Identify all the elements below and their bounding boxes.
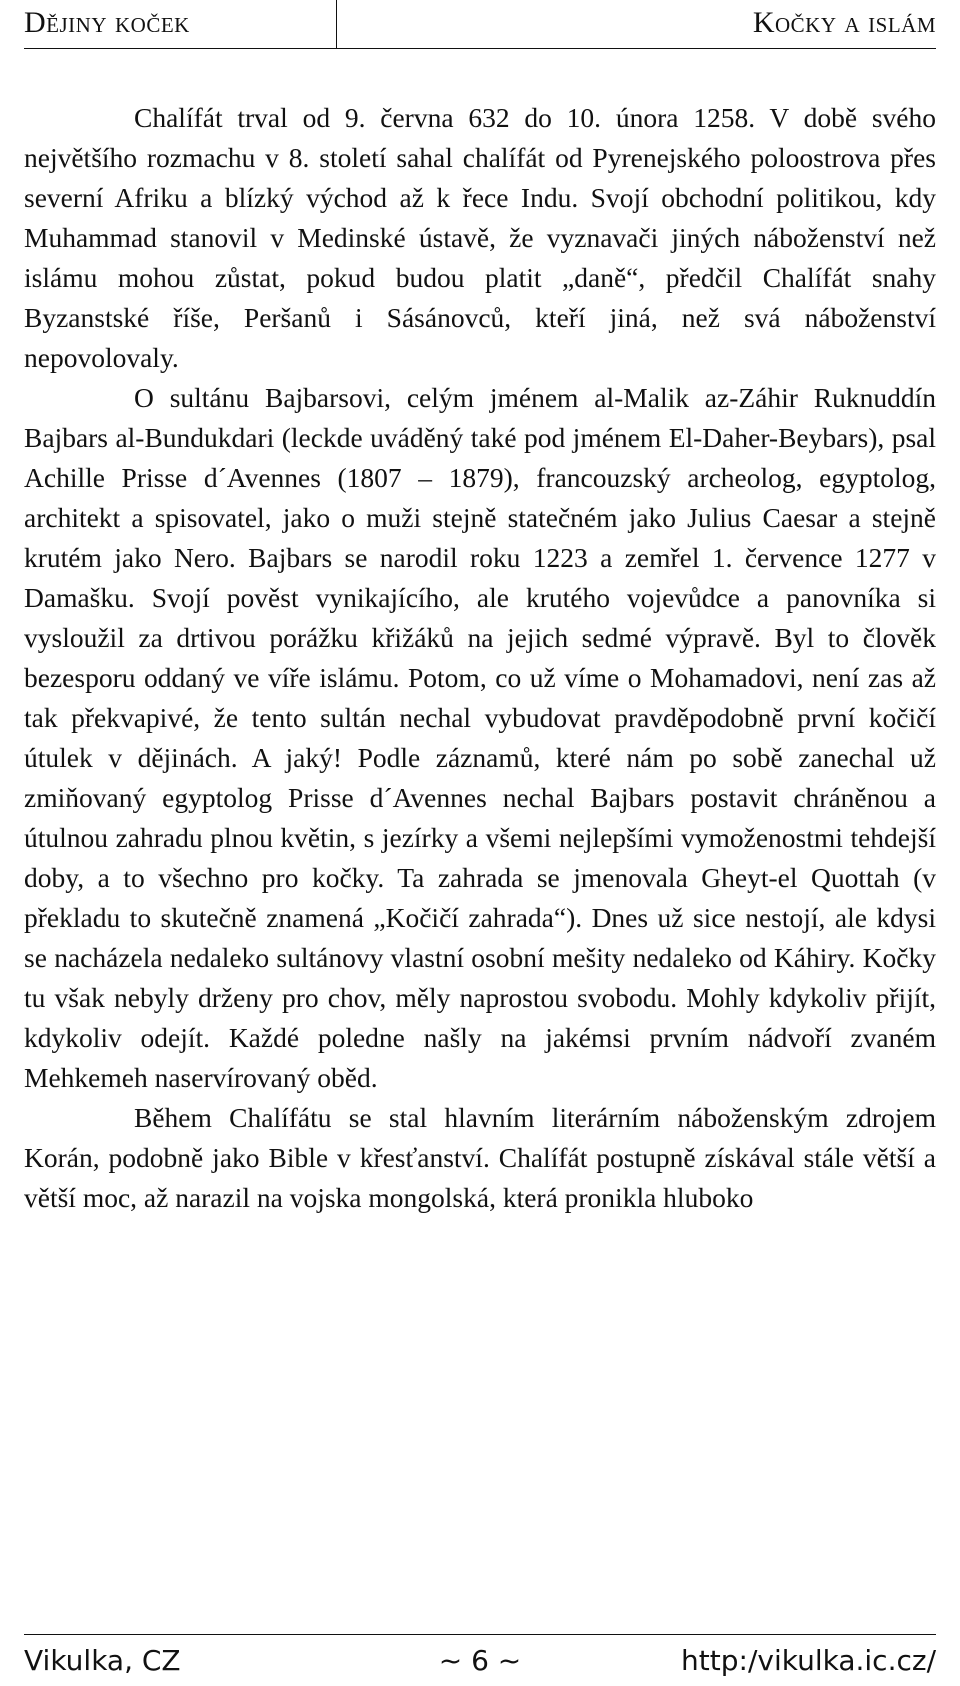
paragraph: Chalífát trval od 9. června 632 do 10. února 1258. V době svého největšího rozmachu v 8. století sahal chalífát od Pyrenejského poloostrova přes severní Afriku a blízký východ až k řece Indu. Svojí obchodní politikou, kdy Muhammad stanovil v Medinské ústavě, že vyznavači jiných náboženství než islámu mohou zůstat, pokud budou platit „daně“, předčil Chalífát snahy Byzanstské říše, Peršanů i Sásánovců, kteří jiná, než svá náboženství nepovolovaly. [24,102,936,373]
footer-author: Vikulka, CZ [24,1643,181,1677]
header-book-title: Dějiny koček [24,6,190,39]
header-vertical-rule [336,0,337,48]
header-chapter-title: Kočky a islám [752,6,936,39]
page-footer [24,1638,936,1682]
footer-website-link[interactable]: http:/vikulka.ic.cz/ [681,1643,936,1677]
header-divider [24,48,936,49]
paragraph: O sultánu Bajbarsovi, celým jménem al-Malik az-Záhir Ruknuddín Bajbars al-Bundukdari (leckde uváděný také pod jménem El-Daher-Beybars), psal Achille Prisse d´Avennes (1807 – 1879), francouzský archeolog, egyptolog, architekt a spisovatel, jako o muži stejně statečném jako Julius Caesar a stejně krutém jako Nero. Bajbars se narodil roku 1223 a zemřel 1. července 1277 v Damašku. Svojí pověst vynikajícího, ale krutého vojevůdce a panovníka si vysloužil za drtivou porážku křižáků na jejich sedmé výpravě. Byl to člověk bezesporu oddaný ve víře islámu. Potom, co už víme o Mohamadovi, není zas až tak překvapivé, že tento sultán nechal vybudovat pravděpodobně první kočičí útulek v dějinách. A jaký! Podle záznamů, které nám po sobě zanechal už zmiňovaný egyptolog Prisse d´Avennes nechal Bajbars postavit chráněnou a útulnou zahradu plnou květin, s jezírky a všemi nejlepšími vymoženostmi tehdejší doby, a to všechno pro kočky. Ta zahrada se jmenovala Gheyt-el Quottah (v překladu to skutečně znamená „Kočičí zahrada“). Dnes už sice nestojí, ale kdysi se nacházela nedaleko sultánovy vlastní osobní mešity nedaleko od Káhiry. Kočky tu však nebyly drženy pro chov, měly naprostou svobodu. Mohly kdykoliv přijít, kdykoliv odejít. Každé poledne našly na jakémsi prvním nádvoří zvaném Mehkemeh naservírovaný oběd. [24,382,936,1093]
paragraph: Během Chalífátu se stal hlavním literárním náboženským zdrojem Korán, podobně jako Bible v křesťanství. Chalífát postupně získával stále větší a větší moc, až narazil na vojska mongolská, která pronikla hluboko [24,1102,936,1213]
footer-divider [24,1634,936,1635]
body-text [24,98,936,1218]
page-header [24,6,936,46]
page-number: ~ 6 ~ [438,1643,522,1677]
